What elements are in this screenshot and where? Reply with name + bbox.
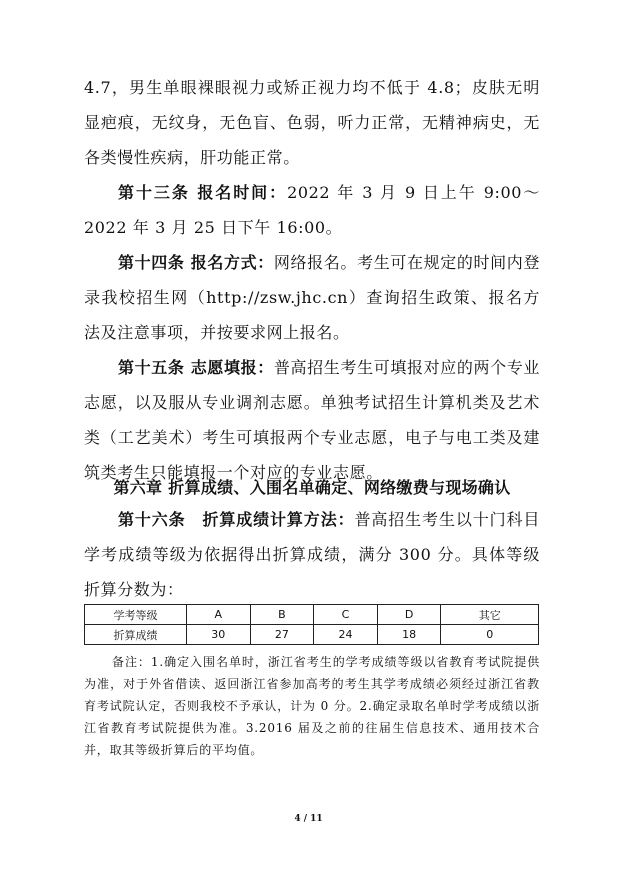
article-14-heading: 第十四条 报名方式： — [118, 253, 274, 272]
table-cell: 24 — [314, 625, 378, 645]
article-14-text: 网络报名。考生可在规定的时间内登录我校招生网（http://zsw.jhc.cn）查询招生政策、报名方法及注意事项，并按要求网上报名。 — [84, 253, 540, 342]
article-15-heading: 第十五条 志愿填报： — [118, 358, 274, 377]
article-15-application-choices — [84, 350, 540, 490]
article-13-text: 2022 年 3 月 9 日上午 9:00～2022 年 3 月 25 日下午 16:00。 — [84, 183, 540, 237]
article-16-heading: 第十六条 折算成绩计算方法： — [118, 510, 355, 529]
table-cell: C — [314, 605, 378, 625]
article-14-registration-method — [84, 245, 540, 350]
paragraph-text: 4.7，男生单眼裸眼视力或矫正视力均不低于 4.8；皮肤无明显疤痕，无纹身，无色盲、色弱，听力正常，无精神病史，无各类慢性疾病，肝功能正常。 — [84, 78, 540, 167]
article-16-text: 普高招生考生以十门科目学考成绩等级为依据得出折算成绩，满分 300 分。具体等级折算分数为： — [84, 510, 540, 599]
article-16-score-conversion — [84, 502, 540, 607]
table-cell: 折算成绩 — [85, 625, 187, 645]
table-cell: 0 — [441, 625, 539, 645]
table-note: 备注：1.确定入围名单时，浙江省考生的学考成绩等级以省教育考试院提供为准，对于外省借读、返回浙江省参加高考的考生其学考成绩必须经过浙江省教育考试院认定，否则我校不予承认，计为 0 分。2.确定录取名单时学考成绩以浙江省教育考试院提供为准。3.2016 届及之前的往届生信息技术、通用技术合并，取其等级折算后的平均值。 — [84, 655, 540, 757]
article-13-registration-time — [84, 175, 540, 245]
table-cell: B — [250, 605, 314, 625]
table-cell: 学考等级 — [85, 605, 187, 625]
table-cell: D — [377, 605, 441, 625]
table-cell: 18 — [377, 625, 441, 645]
chapter-6-title: 第六章 折算成绩、入围名单确定、网络缴费与现场确认 — [113, 478, 511, 497]
article-15-text: 普高招生考生可填报对应的两个专业志愿，以及服从专业调剂志愿。单独考试招生计算机类及艺术类（工艺美术）考生可填报两个专业志愿，电子与电工类及建筑类考生只能填报一个对应的专业志愿。 — [84, 358, 540, 482]
grade-conversion-table — [84, 604, 539, 645]
table-row — [85, 605, 539, 625]
table-cell: 30 — [187, 625, 251, 645]
paragraph-eligibility-requirements — [84, 70, 540, 175]
table-row — [85, 625, 539, 645]
table-cell: 27 — [250, 625, 314, 645]
table-cell: 其它 — [441, 605, 539, 625]
table-cell: A — [187, 605, 251, 625]
page-number: 4 / 11 — [294, 814, 323, 824]
article-13-heading: 第十三条 报名时间： — [118, 183, 288, 202]
